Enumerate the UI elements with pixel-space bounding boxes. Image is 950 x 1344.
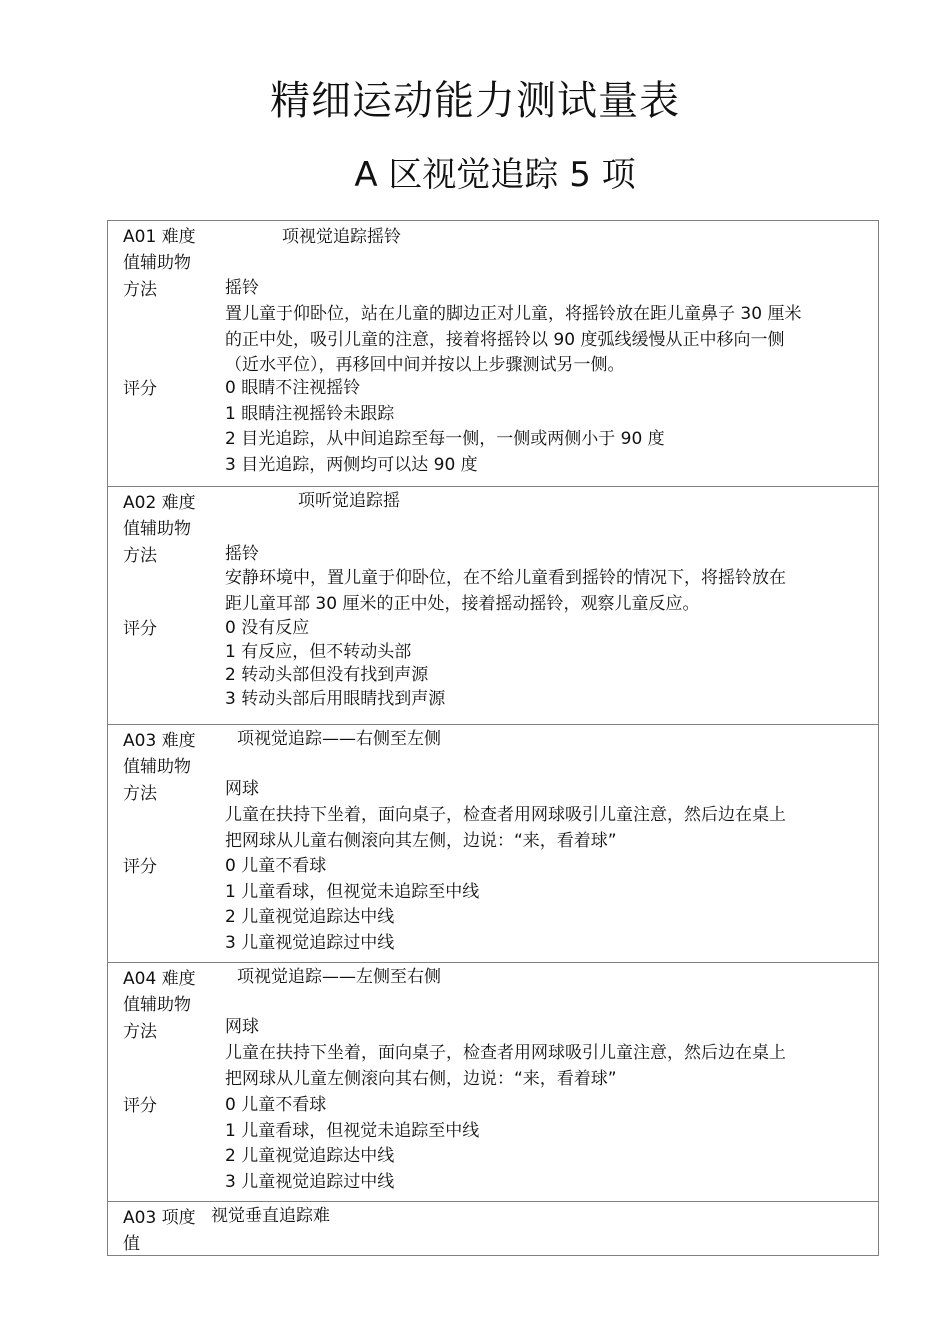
method-label: 方法 bbox=[123, 280, 157, 300]
method-line: 儿童在扶持下坐着，面向桌子，检查者用网球吸引儿童注意，然后边在桌上 bbox=[225, 805, 786, 825]
item-a01 bbox=[108, 221, 878, 486]
method-line: 置儿童于仰卧位，站在儿童的脚边正对儿童，将摇铃放在距儿童鼻子 30 厘米 bbox=[225, 304, 802, 324]
score-option: 1 有反应，但不转动头部 bbox=[225, 641, 412, 662]
score-list bbox=[225, 1093, 872, 1195]
item-code-label: A03 项度 bbox=[123, 1208, 196, 1228]
score-option: 0 没有反应 bbox=[225, 618, 310, 638]
item-name: 视觉垂直追踪难 bbox=[211, 1206, 330, 1226]
item-a02 bbox=[108, 486, 878, 724]
method-line: 把网球从儿童左侧滚向其右侧，边说：“来，看着球” bbox=[225, 1068, 617, 1089]
score-option: 0 儿童不看球 bbox=[225, 856, 327, 876]
score-option: 3 目光追踪，两侧均可以达 90 度 bbox=[225, 454, 478, 475]
score-option: 3 儿童视觉追踪过中线 bbox=[225, 1171, 395, 1192]
section-subtitle: A 区视觉追踪 5 项 bbox=[354, 155, 636, 195]
score-option: 2 转动头部但没有找到声源 bbox=[225, 665, 429, 685]
aid-value: 网球 bbox=[225, 1017, 259, 1037]
score-label: 评分 bbox=[123, 1096, 157, 1116]
score-list bbox=[225, 854, 872, 956]
aid-label: 值辅助物 bbox=[123, 757, 191, 777]
score-list bbox=[225, 616, 872, 710]
item-code-label: A02 难度 bbox=[123, 493, 196, 513]
value-label: 值 bbox=[123, 1234, 140, 1254]
method-text bbox=[225, 566, 872, 617]
score-option: 2 目光追踪，从中间追踪至每一侧，一侧或两侧小于 90 度 bbox=[225, 429, 665, 449]
aid-label: 值辅助物 bbox=[123, 253, 191, 273]
item-a03 bbox=[108, 724, 878, 962]
aid-value: 摇铃 bbox=[225, 544, 259, 564]
aid-label: 值辅助物 bbox=[123, 995, 191, 1015]
score-option: 1 儿童看球，但视觉未追踪至中线 bbox=[225, 881, 480, 902]
score-label: 评分 bbox=[123, 857, 157, 877]
method-text bbox=[225, 803, 872, 854]
method-text bbox=[225, 302, 872, 379]
score-option: 1 儿童看球，但视觉未追踪至中线 bbox=[225, 1120, 480, 1141]
score-label: 评分 bbox=[123, 379, 157, 399]
page-title: 精细运动能力测试量表 bbox=[270, 78, 680, 124]
method-line: 的正中处，吸引儿童的注意，接着将摇铃以 90 度弧线缓慢从正中移向一侧 bbox=[225, 329, 785, 350]
item-code-label: A01 难度 bbox=[123, 227, 196, 247]
aid-label: 值辅助物 bbox=[123, 519, 191, 539]
score-label: 评分 bbox=[123, 619, 157, 639]
item-name: 项视觉追踪——右侧至左侧 bbox=[237, 729, 441, 749]
item-code-label: A03 难度 bbox=[123, 731, 196, 751]
method-label: 方法 bbox=[123, 784, 157, 804]
score-option: 1 眼睛注视摇铃未跟踪 bbox=[225, 403, 395, 424]
aid-value: 网球 bbox=[225, 779, 259, 799]
score-list bbox=[225, 376, 872, 478]
item-code-label: A04 难度 bbox=[123, 969, 196, 989]
item-a04 bbox=[108, 962, 878, 1201]
score-option: 0 儿童不看球 bbox=[225, 1095, 327, 1115]
method-line: （近水平位），再移回中间并按以上步骤测试另一侧。 bbox=[225, 355, 625, 375]
item-name: 项听觉追踪摇 bbox=[298, 491, 400, 511]
score-option: 3 儿童视觉追踪过中线 bbox=[225, 932, 395, 953]
score-option: 2 儿童视觉追踪达中线 bbox=[225, 1146, 395, 1166]
score-option: 3 转动头部后用眼睛找到声源 bbox=[225, 688, 446, 709]
method-line: 把网球从儿童右侧滚向其左侧，边说：“来，看着球” bbox=[225, 830, 617, 851]
item-name: 项视觉追踪——左侧至右侧 bbox=[237, 967, 441, 987]
score-option: 2 儿童视觉追踪达中线 bbox=[225, 907, 395, 927]
aid-value: 摇铃 bbox=[225, 278, 259, 298]
method-line: 安静环境中，置儿童于仰卧位，在不给儿童看到摇铃的情况下，将摇铃放在 bbox=[225, 568, 786, 588]
method-label: 方法 bbox=[123, 1022, 157, 1042]
method-text bbox=[225, 1041, 872, 1092]
assessment-table bbox=[107, 220, 879, 1256]
method-label: 方法 bbox=[123, 546, 157, 566]
item-name: 项视觉追踪摇铃 bbox=[282, 227, 401, 247]
method-line: 儿童在扶持下坐着，面向桌子，检查者用网球吸引儿童注意，然后边在桌上 bbox=[225, 1043, 786, 1063]
item-a03-vertical bbox=[108, 1201, 878, 1255]
method-line: 距儿童耳部 30 厘米的正中处，接着摇动摇铃，观察儿童反应。 bbox=[225, 593, 700, 614]
score-option: 0 眼睛不注视摇铃 bbox=[225, 378, 361, 398]
